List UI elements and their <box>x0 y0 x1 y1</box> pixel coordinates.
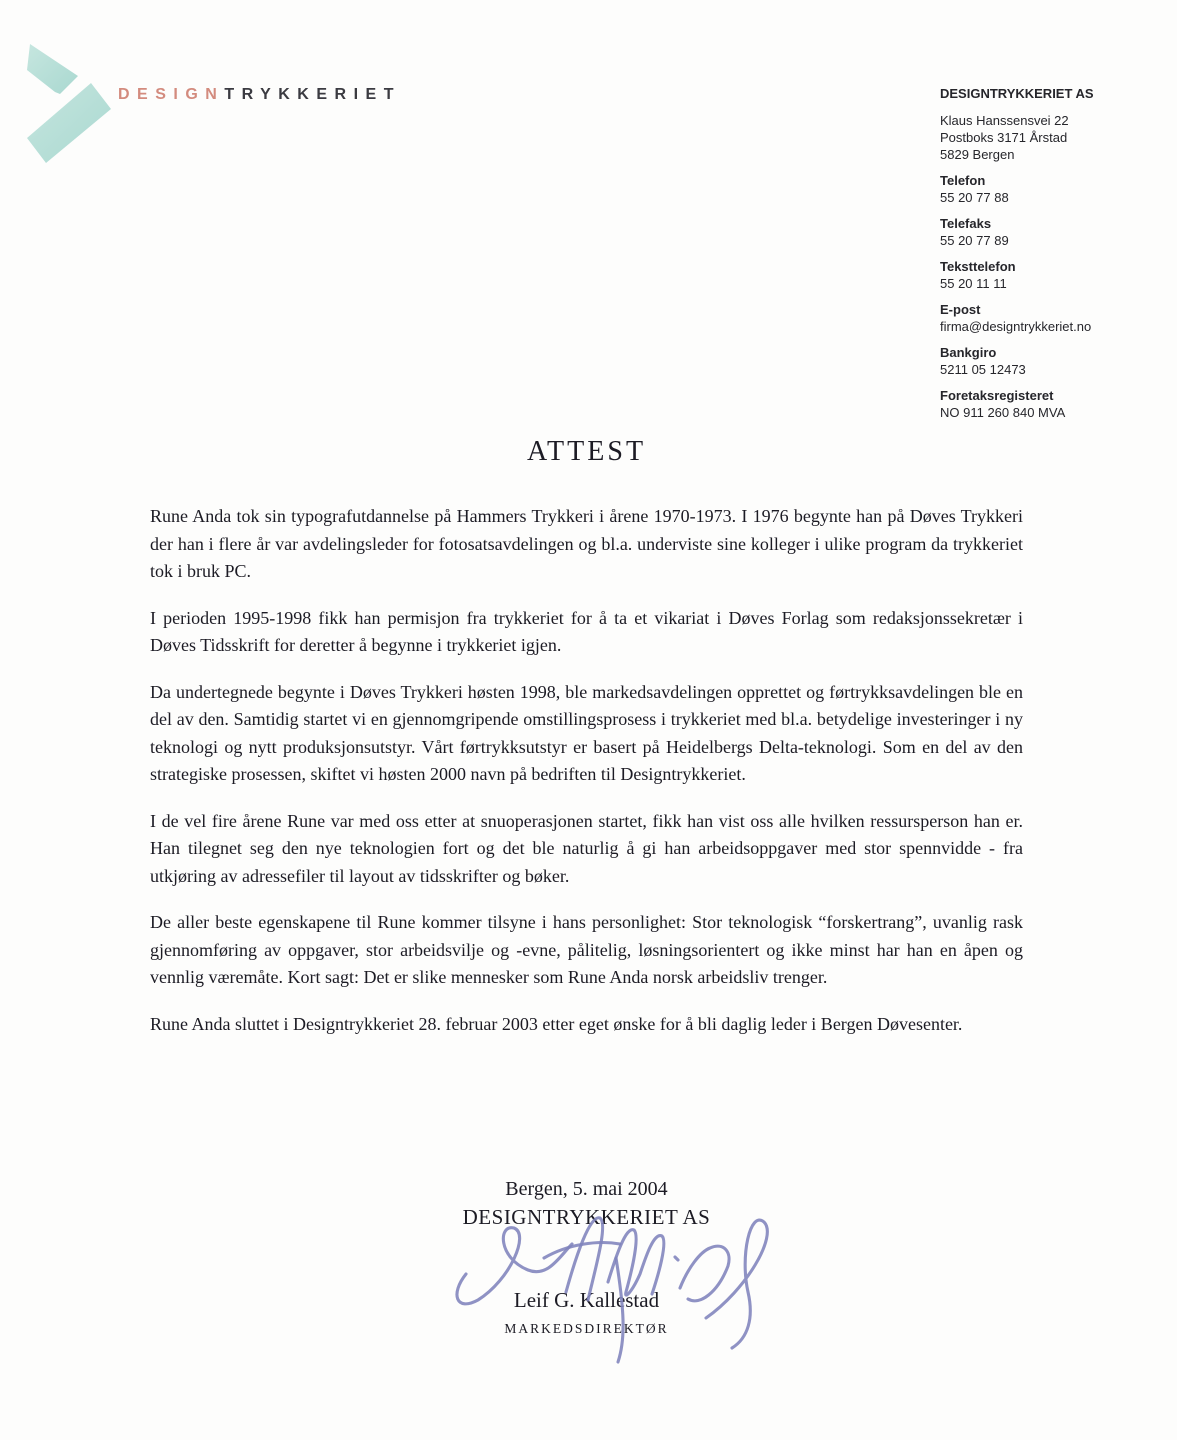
signature-company-line: DESIGNTRYKKERIET AS <box>462 1205 711 1229</box>
logo-chevron-icon <box>12 36 112 171</box>
contact-label: E-post <box>940 302 981 317</box>
letter-body <box>150 503 1023 1057</box>
contact-group-teksttelefon <box>940 258 1168 292</box>
address-line: Klaus Hanssensvei 22 <box>940 113 1069 128</box>
body-paragraph: Da undertegnede begynte i Døves Trykkeri høsten 1998, ble markedsavdelingen opprettet og førtrykksavdelingen ble en del av den. Samtidig startet vi en gjennomgripende omstillingsprosess i trykkeriet med bl.a. betydelige investeringer i ny teknologi og nytt produksjonsutstyr. Vårt førtrykksutstyr er basert på Heidelbergs Delta-teknologi. Som en del av den strategiske prosessen, skiftet vi høsten 2000 navn på bedriften til Designtrykkeriet. <box>150 681 1023 784</box>
contact-label: Bankgiro <box>940 345 997 360</box>
logo-word-trykkeriet: TRYKKERIET <box>224 86 401 103</box>
signatory-role: MARKEDSDIREKTØR <box>504 1321 669 1336</box>
contact-label: Teksttelefon <box>940 259 1016 274</box>
contact-label: Telefaks <box>940 216 992 231</box>
contact-group-telefon <box>940 172 1168 206</box>
letterhead-company-name: DESIGNTRYKKERIET AS <box>940 86 1094 101</box>
body-paragraph: Rune Anda tok sin typografutdannelse på Hammers Trykkeri i årene 1970-1973. I 1976 begynte han på Døves Trykkeri der han i flere år var avdelingsleder for fotosatsavdelingen og bl.a. underviste sine kolleger i ulike program da trykkeriet tok i bruk PC. <box>150 506 1023 581</box>
contact-value: 55 20 77 88 <box>940 190 1009 205</box>
contact-value: 5211 05 12473 <box>940 362 1026 377</box>
letterhead-address <box>940 112 1168 163</box>
contact-group-bankgiro <box>940 344 1168 378</box>
logo-word-design: DESIGN <box>118 86 225 103</box>
contact-value-email: firma@designtrykkeriet.no <box>940 319 1092 334</box>
body-paragraph: Rune Anda sluttet i Designtrykkeriet 28. februar 2003 etter eget ønske for å bli daglig leder i Bergen Døvesenter. <box>150 1013 963 1034</box>
place-date-line: Bergen, 5. mai 2004 <box>505 1178 668 1200</box>
document-title: ATTEST <box>526 436 647 467</box>
contact-label: Telefon <box>940 173 986 188</box>
contact-group-foretaksregisteret <box>940 387 1168 421</box>
contact-group-epost <box>940 301 1168 335</box>
contact-value: NO 911 260 840 MVA <box>940 405 1066 420</box>
contact-value: 55 20 11 11 <box>940 276 1007 291</box>
contact-label: Foretaksregisteret <box>940 388 1054 403</box>
body-paragraph: I perioden 1995-1998 fikk han permisjon fra trykkeriet for å ta et vikariat i Døves Forlag som redaksjonssekretær i Døves Tidsskrift for deretter å begynne i trykkeriet igjen. <box>150 607 1023 655</box>
contact-value: 55 20 77 89 <box>940 233 1009 248</box>
body-paragraph: I de vel fire årene Rune var med oss etter at snuoperasjonen startet, fikk han vist oss alle hvilken ressursperson han er. Han tilegnet seg den nye teknologien fort og det ble naturlig å gi han arbeidsoppgaver med stor spennvidde - fra utkjøring av adressefiler til layout av tidsskrifter og bøker. <box>150 810 1023 886</box>
address-line: Postboks 3171 Årstad <box>940 130 1068 145</box>
signatory-name: Leif G. Kallestad <box>513 1288 660 1312</box>
signature-block <box>150 1176 1023 1338</box>
logo-wordmark <box>118 86 401 104</box>
letterhead-contact-block <box>940 85 1168 430</box>
body-paragraph: De aller beste egenskapene til Rune kommer tilsyne i hans personlighet: Stor teknologisk “forskertrang”, uvanlig rask gjennomføring av oppgaver, stor arbeidsvilje og -evne, pålitelig, løsningsorientert og ikke minst har han en åpen og vennlig væremåte. Kort sagt: Det er slike mennesker som Rune Anda norsk arbeidsliv trenger. <box>150 912 1023 987</box>
address-line: 5829 Bergen <box>940 147 1015 162</box>
contact-group-telefaks <box>940 215 1168 249</box>
